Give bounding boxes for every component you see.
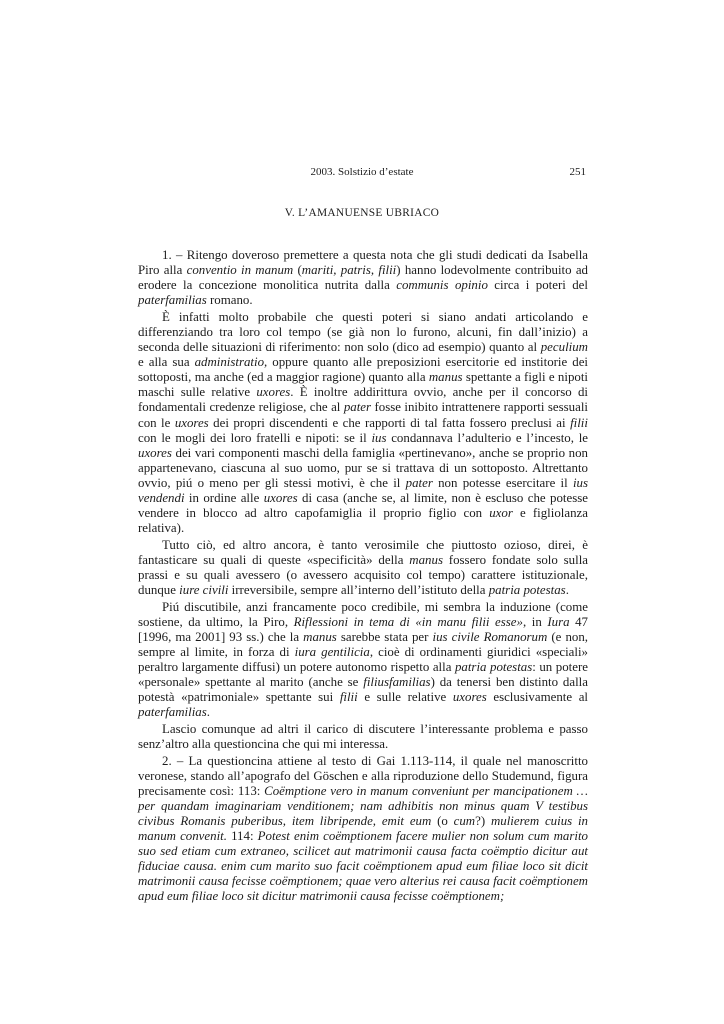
italic-text: manus	[303, 629, 337, 644]
paragraph	[138, 722, 588, 752]
text-run: 2. – La questioncina attiene al testo di Gai 1.113-114, il quale nel manoscritto veronese, stando all’apografo del Göschen e alla riproduzione dello Studemund, figura precisamente così: 113:	[138, 753, 588, 798]
italic-text: filii	[339, 690, 358, 705]
running-head-title: 2003. Solstizio d’estate	[310, 166, 414, 178]
italic-text: mariti, patris, filii	[301, 263, 397, 278]
text-run: fossero fondate solo sulla prassi e su quali avessero (o avessero acquisito col tempo) carattere istituzionale, dunque	[138, 552, 588, 598]
paragraph	[138, 310, 588, 536]
paragraph	[138, 754, 588, 905]
italic-text: uxor	[489, 506, 513, 521]
italic-text: paterfamilias	[138, 293, 207, 308]
text-run: Tutto ciò, ed altro ancora, è tanto verosimile che piuttosto ozioso, direi, è fantasticare su quali di queste «specificità» della	[138, 537, 588, 567]
text-run: 47 [1996, ma 2001] 93 ss.) che la	[138, 614, 588, 644]
italic-text: filiusfamilias	[363, 675, 431, 690]
text-run: e sulle relative	[357, 690, 453, 705]
italic-text: paterfamilias	[138, 705, 207, 720]
text-run: ) da tenersi ben distinto dalla potestà «patrimoniale» spettante sui	[138, 675, 588, 705]
text-run: , in	[522, 614, 548, 629]
text-run: . È inoltre addirittura ovvio, anche per il concorso di fondamentali credenze religiose, che al	[138, 385, 588, 415]
italic-text: ius civile Romanorum	[432, 629, 548, 644]
text-run: : un potere «personale» spettante al marito (anche se	[138, 660, 588, 690]
page-number: 251	[569, 166, 586, 178]
text-run: e figliolanza relativa).	[138, 506, 588, 536]
text-run: (	[293, 263, 302, 278]
italic-text: uxores	[263, 491, 298, 505]
text-run: dei vari componenti maschi della famiglia «pertinevano», anche se proprio non appartenevano, ciascuna al suo uomo, pur se si trattava di un sottoposto. Altrettanto ovvio, piú o meno per gli stessi motivi, è che il	[138, 445, 588, 490]
italic-text: cum	[453, 813, 476, 828]
text-run: romano.	[206, 293, 253, 308]
italic-text: Coëmptione vero in manum conveniunt per mancipationem … per quandam imaginariam venditionem; nam adhibitis non minus quam V testibus civibus Romanis puberibus, item libripende, emit eum	[138, 783, 589, 828]
paragraph	[138, 600, 588, 721]
text-run: (o	[431, 813, 454, 828]
italic-text: uxores	[138, 445, 172, 460]
italic-text: iure civili	[179, 583, 229, 598]
text-run: non potesse esercitare il	[432, 475, 573, 490]
text-run: spettante a figli e nipoti maschi sulle relative	[138, 370, 588, 400]
italic-text: Riflessioni in tema di «in manu filii esse»	[293, 614, 523, 629]
italic-text: patria potestas	[454, 660, 533, 675]
italic-text: ius vendendi	[138, 475, 589, 505]
text-run: esclusivamente al	[486, 690, 588, 705]
text-run: È infatti molto probabile che questi poteri si siano andati articolando e differenziando tra loro col tempo (se già non lo furono, alcuni, fin dall’inizio) a seconda delle situazioni di riferimento: non solo (dico ad esempio) quanto al	[138, 309, 588, 355]
italic-text: manus	[409, 552, 443, 567]
text-run: , cioè di ordinamenti giuridici «speciali» peraltro largamente diffusi) un potere autonomo rispetto alla	[138, 644, 588, 675]
italic-text: conventio in manum	[186, 263, 294, 278]
text-run: dei propri discendenti e che rapporti di tal fatta fossero preclusi ai	[208, 415, 571, 430]
italic-text: pater	[343, 400, 372, 415]
italic-text: communis opinio	[396, 278, 488, 293]
italic-text: peculium	[540, 340, 588, 355]
text-run: condannava l’adulterio e l’incesto, le	[386, 430, 589, 445]
italic-text: uxores	[174, 415, 209, 430]
italic-text: ius	[371, 430, 387, 445]
italic-text: patria potestas	[488, 583, 566, 598]
text-run: fosse inibito intrattenere rapporti sessuali con le	[138, 400, 588, 430]
text-run: Piú discutibile, anzi francamente poco credibile, mi sembra la induzione (come sostiene, da ultimo, la Piro,	[138, 599, 588, 629]
paragraph	[138, 248, 588, 308]
text-run: di casa (anche se, al limite, non è escluso che potesse vendere in blocco ad altro capofamiglia il proprio figlio con	[138, 491, 588, 521]
body-text	[138, 248, 588, 906]
italic-text: manus	[428, 370, 463, 385]
text-run: e alla sua	[138, 355, 195, 370]
italic-text: Iura	[547, 614, 570, 629]
text-run: sarebbe stata per	[336, 629, 433, 644]
italic-text: filii	[570, 415, 588, 430]
text-run: oppure quanto alle preposizioni esercitorie ed institorie dei sottoposti, ma anche (ed a maggior ragione) quanto alla	[138, 355, 588, 385]
italic-text: uxores	[452, 690, 487, 705]
text-run: con le mogli dei loro fratelli e nipoti: se il	[138, 430, 372, 445]
paragraph	[138, 538, 588, 598]
text-run: .	[565, 583, 569, 598]
text-run: ?)	[475, 813, 491, 828]
text-run: ) hanno lodevolmente contribuito ad erodere la concezione monolitica nutrita dalla	[138, 263, 589, 293]
italic-text: uxores	[256, 385, 291, 400]
text-run: (e non, sempre al limite, in forza di	[138, 629, 588, 659]
text-run: irreversibile, sempre all’interno dell’istituto della	[228, 583, 489, 598]
italic-text: Potest enim coëmptionem facere mulier non solum cum marito suo sed etiam cum extraneo, scilicet aut matrimonii causa facta coëmptio dicitur aut fiduciae causa. enim cum marito suo facit coëmptionem apud eum filiae loco sit dicit matrimonii causa fecisse coëmptionem; quae vero alterius rei causa facit coëmptionem apud eum filiae loco sit dicitur matrimonii causa fecisse coëmptionem;	[138, 829, 588, 904]
text-run: Lascio comunque ad altri il carico di discutere l’interessante problema e passo senz’altro alla questioncina che qui mi interessa.	[138, 721, 588, 751]
chapter-title: V. L’AMANUENSE UBRIACO	[284, 207, 440, 219]
text-run: 114:	[226, 829, 258, 844]
text-run: 1. – Ritengo doveroso premettere a questa nota che gli studi dedicati da Isabella Piro alla	[138, 248, 588, 278]
italic-text: iura gentilicia	[294, 644, 370, 659]
text-run: in ordine alle	[184, 491, 264, 505]
text-run: circa i poteri del	[487, 278, 588, 293]
italic-text: mulierem cuius in manum convenit.	[138, 813, 588, 844]
text-run: .	[206, 705, 210, 720]
italic-text: pater	[405, 475, 433, 490]
italic-text: administratio,	[194, 355, 268, 370]
